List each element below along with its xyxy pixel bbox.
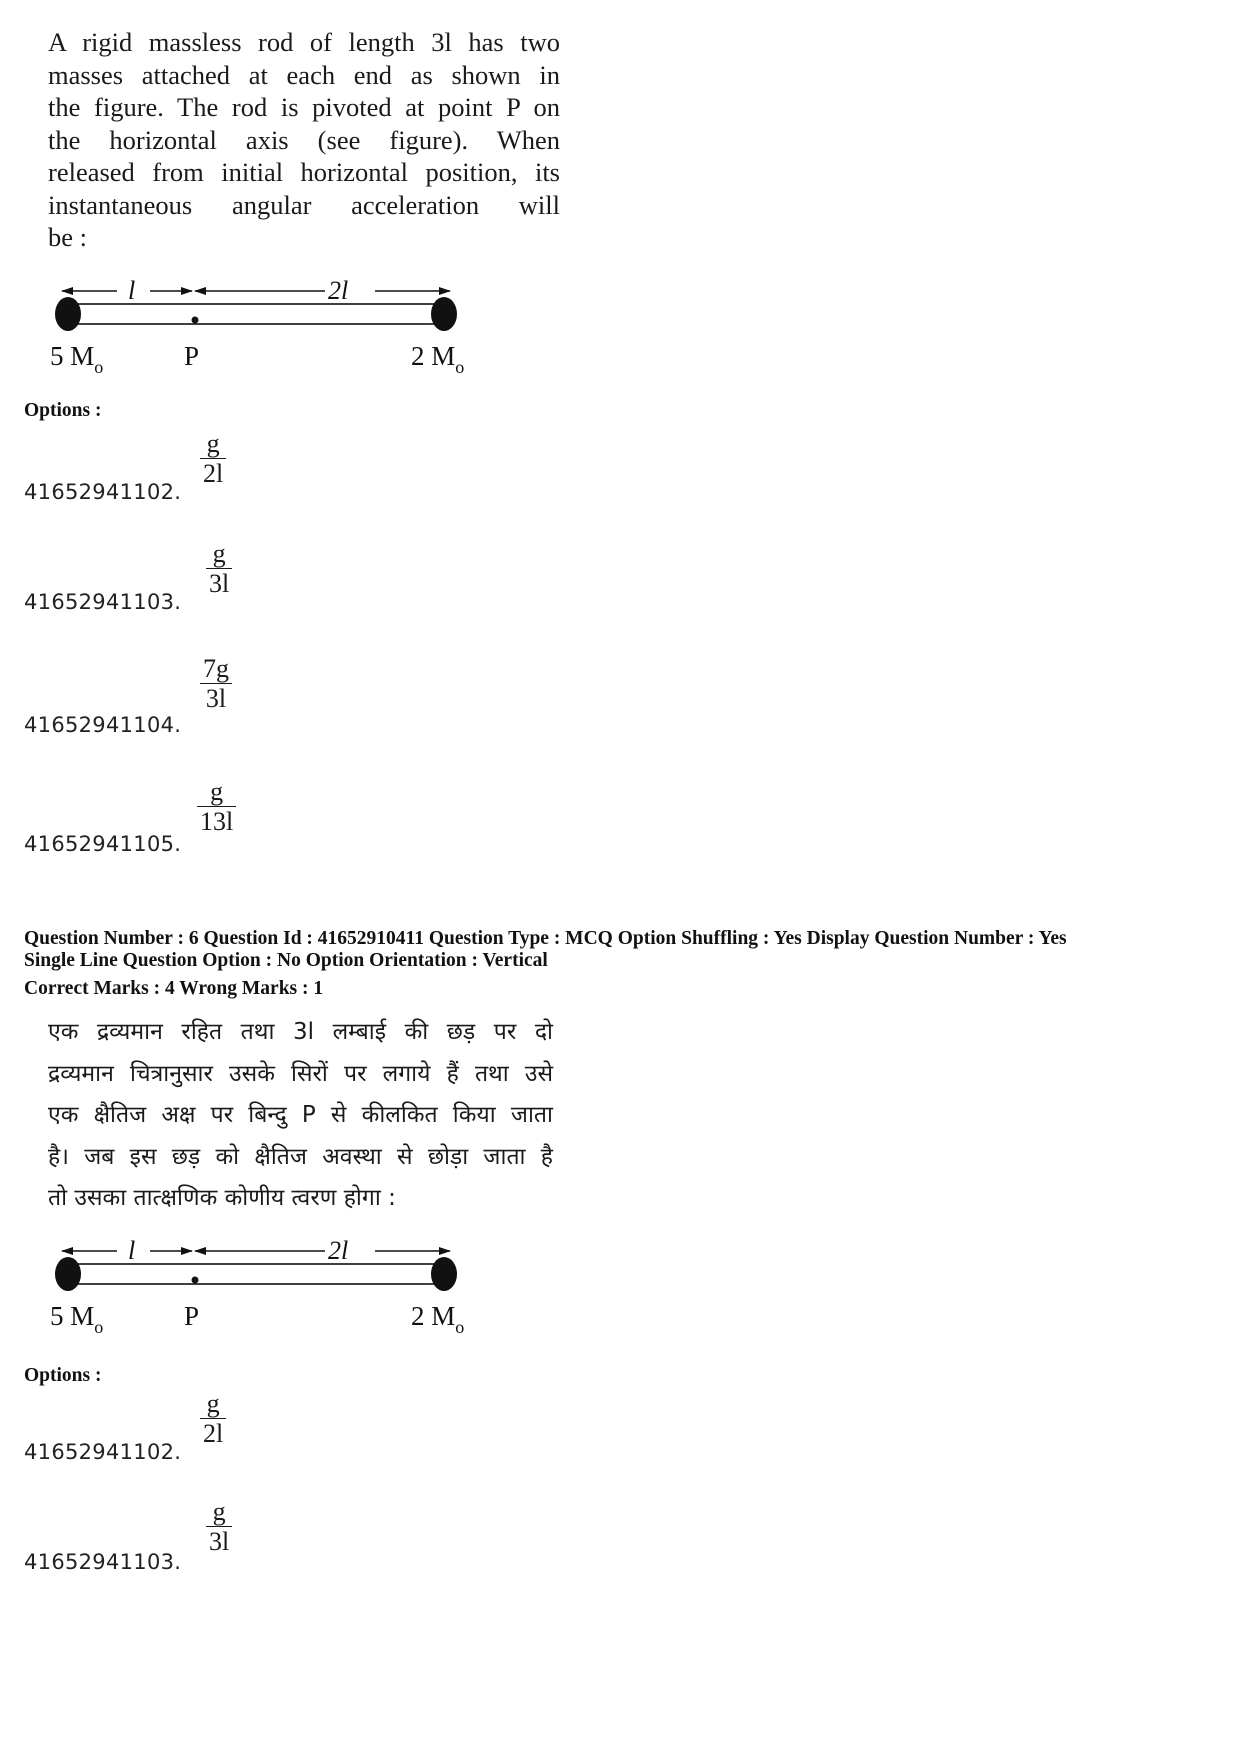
fraction-numerator: g — [206, 1389, 220, 1418]
q6-meta-line-1: Question Number : 6 Question Id : 41652910411 Question Type : MCQ Option Shuffling : Yes Display Question Number : Yes — [24, 928, 1067, 949]
q6-meta-line-2: Single Line Question Option : No Option Orientation : Vertical — [24, 950, 548, 971]
option-fraction — [206, 540, 232, 599]
left-mass-label: 5 $M_o$ — [50, 341, 104, 377]
right-mass — [431, 1257, 457, 1291]
q5-text-line: masses attached at each end as shown in — [48, 59, 560, 90]
option-fraction — [200, 1390, 226, 1449]
option-id: 41652941103. — [24, 1550, 182, 1574]
q5-text-line: instantaneous angular acceleration will — [48, 189, 560, 220]
q5-text-line: A rigid massless rod of length 3l has two — [48, 27, 560, 57]
right-length-label: 2l — [328, 1236, 349, 1265]
fraction-denominator: 13l — [200, 807, 234, 836]
right-mass-label: 2 $M_o$ — [411, 1301, 465, 1337]
rod — [68, 304, 444, 324]
q6-marks-line: Correct Marks : 4 Wrong Marks : 1 — [24, 978, 324, 999]
option-id: 41652941102. — [24, 1440, 182, 1464]
left-length-label: l — [128, 276, 136, 305]
q5-text-line: the figure. The rod is pivoted at point P on — [48, 92, 560, 122]
q5-question-text — [48, 26, 560, 254]
rod — [68, 1264, 444, 1284]
left-mass-label: 5 $M_o$ — [50, 1301, 104, 1337]
right-mass — [431, 297, 457, 331]
fraction-denominator: 2l — [203, 459, 224, 488]
fraction-numerator: g — [212, 539, 226, 568]
fraction-numerator: g — [210, 777, 224, 806]
fraction-numerator: g — [206, 429, 220, 458]
option-id: 41652941102. — [24, 480, 182, 504]
option-id: 41652941104. — [24, 713, 182, 737]
fraction-denominator: 3l — [209, 1527, 230, 1556]
q6-text-line: द्रव्यमान चित्रानुसार उसके सिरों पर लगाये हैं तथा उसे — [48, 1060, 553, 1087]
q6-text-line: है। जब इस छड़ को क्षैतिज अवस्था से छोड़ा जाता है — [48, 1143, 553, 1170]
fraction-denominator: 3l — [209, 569, 230, 598]
fraction-denominator: 2l — [203, 1419, 224, 1448]
q5-text-line: released from initial horizontal position, its — [48, 157, 560, 187]
option-fraction — [197, 778, 236, 837]
option-id: 41652941105. — [24, 832, 182, 856]
pivot-label: P — [184, 1301, 200, 1331]
q6-text-line: एक क्षैतिज अक्ष पर बिन्दु P से कीलकित किया जाता — [48, 1102, 553, 1128]
fraction-numerator: g — [212, 1497, 226, 1526]
q6-text-line: एक द्रव्यमान रहित तथा 3l लम्बाई की छड़ पर दो — [48, 1019, 553, 1045]
left-mass — [55, 297, 81, 331]
option-fraction — [200, 655, 232, 714]
q5-text-line: be : — [48, 222, 87, 252]
pivot-point — [192, 317, 199, 324]
q5-text-line: the horizontal axis (see figure). When — [48, 124, 560, 155]
q6-options-label: Options : — [24, 1365, 102, 1386]
pivot-label: P — [184, 341, 200, 371]
right-length-label: 2l — [328, 276, 349, 305]
q6-question-text — [48, 1012, 553, 1220]
q6-text-line: तो उसका तात्क्षणिक कोणीय त्वरण होगा : — [48, 1185, 396, 1211]
q5-rod-figure — [40, 265, 480, 390]
option-fraction — [206, 1498, 232, 1557]
q6-rod-figure — [40, 1225, 480, 1350]
fraction-numerator: 7g — [203, 654, 229, 683]
option-id: 41652941103. — [24, 590, 182, 614]
fraction-denominator: 3l — [205, 684, 227, 713]
right-mass-label: 2 $M_o$ — [411, 341, 465, 377]
left-mass — [55, 1257, 81, 1291]
pivot-point — [192, 1277, 199, 1284]
left-length-label: l — [128, 1236, 136, 1265]
option-fraction — [200, 430, 226, 489]
q5-options-label: Options : — [24, 400, 102, 421]
